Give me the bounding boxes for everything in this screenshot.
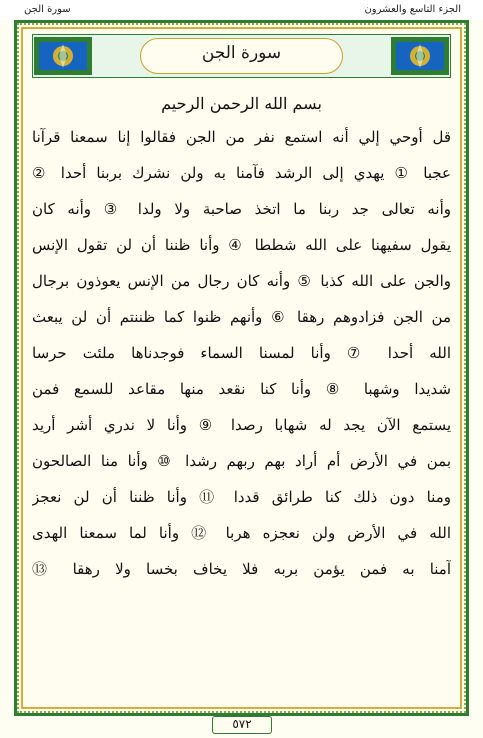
verse-line: ومنا دون ذلك كنا طرائق قددا ⑪ وأنا ظننا أن لن نعجز [32, 488, 451, 506]
verse-line: عجبا ① يهدي إلى الرشد فآمنا به ولن نشرك بربنا أحدا ② [32, 164, 451, 182]
page-header [0, 0, 483, 20]
verse-line: آمنا به فمن يؤمن بربه فلا يخاف بخسا ولا رهقا ⑬ [32, 560, 451, 578]
verse-line: يقول سفيهنا على الله شططا ④ وأنا ظننا أن لن تقول الإنس [32, 236, 451, 254]
verse-line: يستمع الآن يجد له شهابا رصدا ⑨ وأنا لا ندري أشر أريد [32, 416, 451, 434]
left-banner-ornament-icon [33, 36, 93, 76]
verse-line: قل أوحي إلي أنه استمع نفر من الجن فقالوا إنا سمعنا قرآنا [32, 128, 451, 146]
surah-header-label: سورة الجن [24, 4, 71, 15]
verse-line: بمن في الأرض أم أراد بهم ربهم رشدا ⑩ وأنا منا الصالحون [32, 452, 451, 470]
verse-line: شديدا وشهبا ⑧ وأنا كنا نقعد منها مقاعد للسمع فمن [32, 380, 451, 398]
verse-line: من الجن فزادوهم رهقا ⑥ وأنهم ظنوا كما ظننتم أن لن يبعث [32, 308, 451, 326]
juz-label: الجزء التاسع والعشرون [364, 4, 461, 15]
verse-line: الله أحدا ⑦ وأنا لمسنا السماء فوجدناها ملئت حرسا [32, 344, 451, 362]
verse-line: الله في الأرض ولن نعجزه هربا ⑫ وأنا لما سمعنا الهدى [32, 524, 451, 542]
verse-line: والجن على الله كذبا ⑤ وأنه كان رجال من الإنس يعوذون برجال [32, 272, 451, 290]
surah-title: سورة الجن [201, 43, 282, 63]
basmala: بسم الله الرحمن الرحيم [161, 94, 322, 113]
right-banner-ornament-icon [390, 36, 450, 76]
page-number: ٥٧٢ [232, 717, 252, 731]
verse-line: وأنه تعالى جد ربنا ما اتخذ صاحبة ولا ولدا ③ وأنه كان [32, 200, 451, 218]
